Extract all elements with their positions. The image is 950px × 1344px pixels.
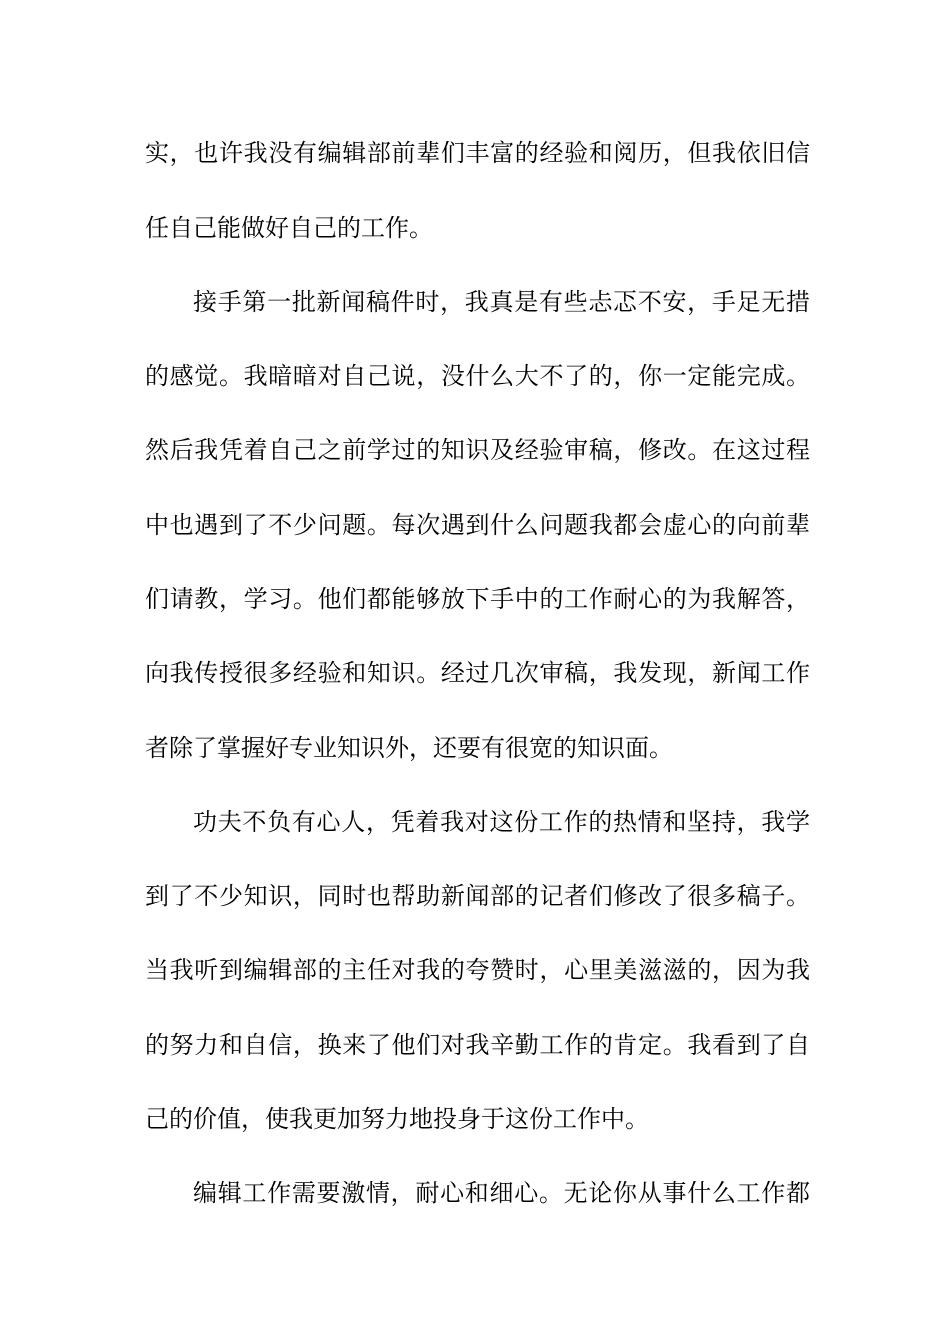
paragraph-first-line: 编辑工作需要激情，耐心和细心。无论你从事什么工作都 <box>193 1179 810 1207</box>
paragraph-first-line: 接手第一批新闻稿件时，我真是有些忐忑不安，手足无措 <box>193 288 810 316</box>
text-line: 们请教，学习。他们都能够放下手中的工作耐心的为我解答， <box>145 585 810 613</box>
paragraph-first-line: 功夫不负有心人，凭着我对这份工作的热情和坚持，我学 <box>193 808 810 836</box>
text-line: 向我传授很多经验和知识。经过几次审稿，我发现，新闻工作 <box>145 659 810 687</box>
text-line: 然后我凭着自己之前学过的知识及经验审稿，修改。在这过程 <box>145 436 810 464</box>
text-line: 者除了掌握好专业知识外，还要有很宽的知识面。 <box>145 734 673 762</box>
text-line: 的感觉。我暗暗对自己说，没什么大不了的，你一定能完成。 <box>145 362 810 390</box>
text-line: 到了不少知识，同时也帮助新闻部的记者们修改了很多稿子。 <box>145 882 810 910</box>
text-line: 当我听到编辑部的主任对我的夸赞时，心里美滋滋的，因为我 <box>145 956 810 984</box>
text-line: 中也遇到了不少问题。每次遇到什么问题我都会虚心的向前辈 <box>145 511 810 539</box>
text-line: 任自己能做好自己的工作。 <box>145 214 433 242</box>
text-line: 己的价值，使我更加努力地投身于这份工作中。 <box>145 1105 649 1133</box>
text-line: 实，也许我没有编辑部前辈们丰富的经验和阅历，但我依旧信 <box>145 139 810 167</box>
text-line: 的努力和自信，换来了他们对我辛勤工作的肯定。我看到了自 <box>145 1031 810 1059</box>
